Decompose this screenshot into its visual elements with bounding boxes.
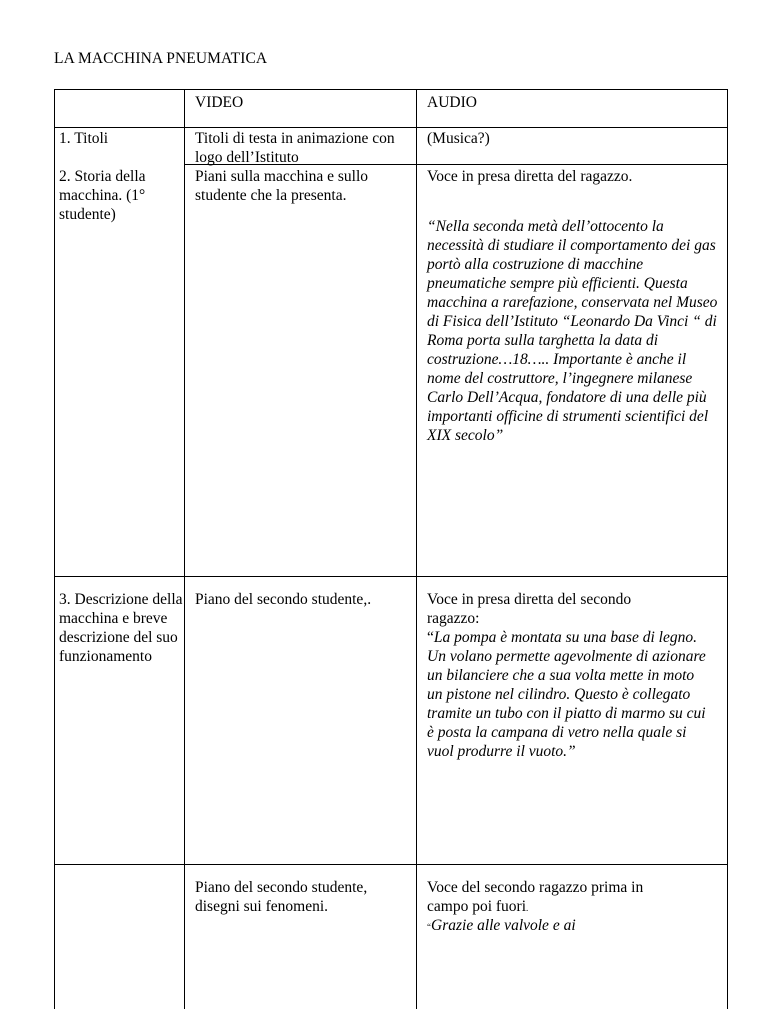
row3-audio-intro: Voce in presa diretta del secondo ragazzo: [427, 591, 632, 627]
row4-audio-intro-text: Voce del secondo ragazzo prima in campo poi fuori [427, 879, 644, 915]
row4-audio-quote-text: Grazie alle valvole e ai [431, 917, 576, 934]
row4-audio-quote-open: “ [427, 922, 431, 932]
table-divider-video [184, 89, 185, 1009]
row3-section: 3. Descrizione della macchina e breve descrizione del suo funzionamento [59, 591, 183, 665]
document-title: LA MACCHINA PNEUMATICA [54, 50, 268, 67]
row2-audio-intro: Voce in presa diretta del ragazzo. [427, 168, 633, 185]
row2-section: 2. Storia della macchina. (1° studente) [59, 168, 146, 223]
table-divider-audio [416, 89, 417, 1009]
script-table [54, 89, 728, 1009]
row3-audio-quote [427, 628, 711, 761]
row1-section: 1. Titoli [59, 130, 109, 147]
row2-rule [54, 576, 728, 577]
header-row-rule [54, 127, 728, 128]
row3-audio-quote-text: La pompa è montata su una base di legno. Un volano permette agevolmente di azionare un bilanciere che a sua volta mette in moto un pistone nel cilindro. Questo è collegato tramite un tubo con il piatto di marmo su cui è posta la campana di vetro nella quale si vuol produrre il vuoto.” [427, 629, 706, 760]
row4-audio-intro [427, 878, 671, 918]
row4-video: Piano del secondo studente, disegni sui fenomeni. [195, 879, 368, 915]
table-border-left [54, 89, 55, 1009]
row3-rule [54, 864, 728, 865]
row2-video: Piani sulla macchina e sullo studente che la presenta. [195, 168, 369, 204]
header-audio: AUDIO [427, 94, 477, 111]
table-border-top [54, 89, 728, 90]
header-video: VIDEO [195, 94, 244, 111]
row3-audio-quote-open: “ [427, 629, 434, 646]
row1-video: Titoli di testa in animazione con logo dell’Istituto [195, 130, 395, 166]
row2-audio-quote: “Nella seconda metà dell’ottocento la necessità di studiare il comportamento dei gas portò alla costruzione di macchine pneumatiche sempre più efficienti. Questa macchina a rarefazione, conservata nel Museo di Fisica dell’Istituto “Leonardo Da Vinci “ di Roma porta sulla targhetta la data di costruzione…18….. Importante è anche il nome del costruttore, l’ingegnere milanese Carlo Dell’Acqua, fondatore di una delle più importanti officine di strumenti scientifici del XIX secolo” [427, 218, 718, 444]
row4-audio-quote [427, 916, 723, 937]
row3-video: Piano del secondo studente,. [195, 591, 372, 608]
table-border-right [727, 89, 728, 1009]
row1-audio: (Musica?) [427, 130, 490, 147]
row4-audio-intro-dot: . [526, 903, 529, 913]
